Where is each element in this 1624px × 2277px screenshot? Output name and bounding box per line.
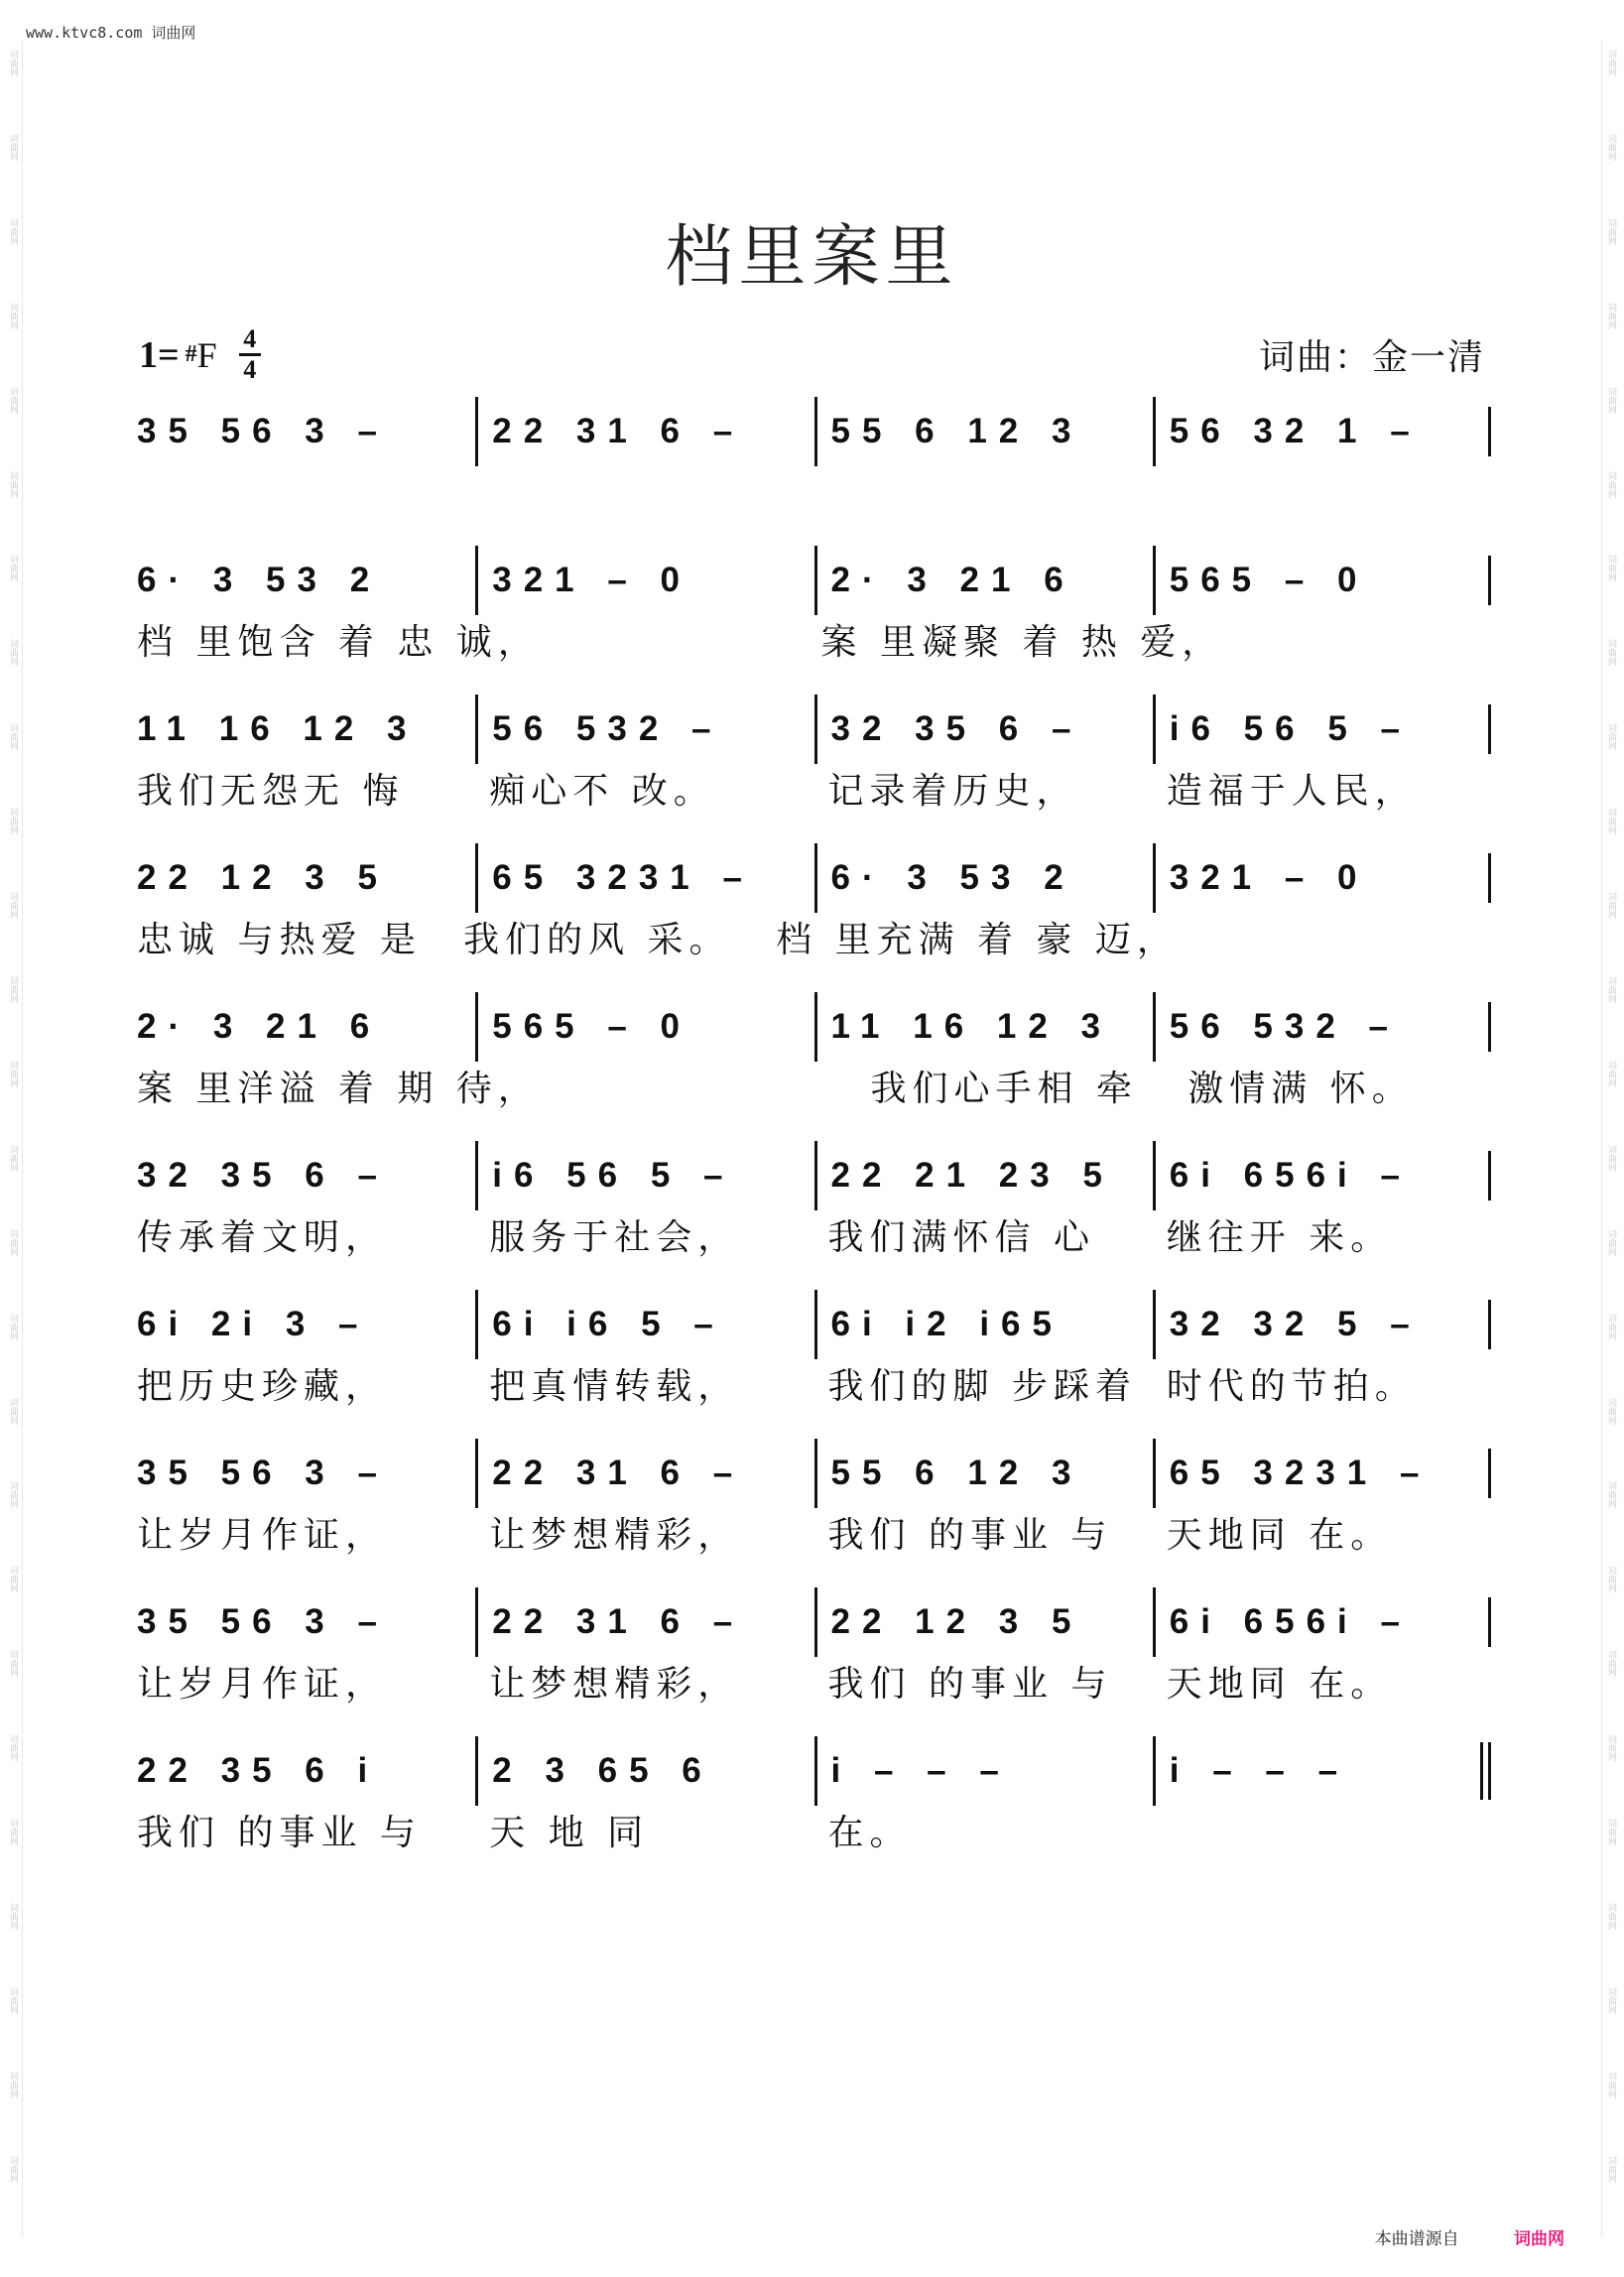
- watermark-text: 词曲网: [8, 50, 18, 76]
- measure: 2 3 65 6: [475, 1736, 813, 1806]
- watermark-text: 词曲网: [1606, 50, 1616, 76]
- measure: 35 56 3 –: [137, 412, 389, 450]
- measure: 2· 3 21 6: [814, 546, 1153, 615]
- lyric-segment: [540, 1062, 857, 1117]
- watermark-text: 词曲网: [8, 1481, 18, 1509]
- lyric-segment: 把历史珍藏，: [137, 1366, 388, 1407]
- watermark-text: 词曲网: [1606, 1313, 1616, 1340]
- measure: 35 56 3 –: [137, 1454, 389, 1492]
- notes-line: [137, 1290, 1491, 1359]
- watermark-text: 词曲网: [8, 133, 18, 161]
- measure: 22 12 3 5: [814, 1587, 1153, 1657]
- lyric-segment: 让梦想精彩，: [489, 1664, 740, 1705]
- right-watermark-column: [1602, 50, 1620, 2183]
- score: [137, 397, 1491, 1885]
- watermark-text: 词曲网: [8, 217, 18, 245]
- measure: 6i 656i –: [1153, 1141, 1491, 1210]
- lyrics-line: [137, 615, 1491, 671]
- watermark-text: 词曲网: [1606, 302, 1616, 329]
- measure: 22 21 23 5: [814, 1141, 1153, 1210]
- watermark-text: 词曲网: [8, 1566, 18, 1593]
- measure: 22 35 6 i: [137, 1751, 380, 1790]
- lyric-segment: 在。: [827, 1813, 912, 1853]
- notes-line: [137, 397, 1491, 466]
- measure: 65 3231 –: [475, 843, 813, 913]
- site-header: www.ktvc8.com 词曲网: [26, 24, 196, 42]
- key-prefix: 1=: [139, 333, 180, 376]
- notes-line: [137, 695, 1491, 764]
- measure: 56 32 1 –: [1153, 397, 1491, 466]
- lyric-segment: 我们满怀信 心: [827, 1217, 1095, 1258]
- watermark-text: 词曲网: [8, 1819, 18, 1846]
- watermark-text: 词曲网: [8, 470, 18, 498]
- lyric-segment: 我们 的事业 与: [827, 1515, 1113, 1556]
- measure: 11 16 12 3: [814, 992, 1153, 1062]
- score-system: [137, 1439, 1491, 1587]
- score-system: [137, 546, 1491, 695]
- watermark-text: 词曲网: [8, 1228, 18, 1256]
- score-system: [137, 1141, 1491, 1290]
- lyric-segment: 时代的节拍。: [1166, 1366, 1417, 1407]
- lyric-segment: 案 里洋溢 着 期 待，: [137, 1069, 540, 1109]
- notes-line: [137, 992, 1491, 1062]
- left-watermark-column: [4, 50, 22, 2183]
- watermark-text: 词曲网: [8, 1313, 18, 1340]
- watermark-text: 词曲网: [8, 555, 18, 582]
- lyrics-line: [137, 1062, 1491, 1117]
- watermark-text: 词曲网: [1606, 1650, 1616, 1678]
- measure: i6 56 5 –: [1153, 695, 1491, 764]
- watermark-text: 词曲网: [8, 2071, 18, 2098]
- lyric-segment: 档 里充满 着 豪 迈，: [776, 920, 1179, 960]
- lyric-segment: 让岁月作证，: [137, 1515, 388, 1556]
- measure: 65 3231 –: [1153, 1439, 1491, 1508]
- lyric-segment: 天地同 在。: [1166, 1515, 1393, 1556]
- measure: 32 35 6 –: [137, 1156, 389, 1195]
- time-signature: [239, 325, 261, 384]
- lyrics-line: [137, 466, 1491, 522]
- lyric-segment: 天 地 同: [489, 1813, 650, 1853]
- watermark-text: 词曲网: [8, 1986, 18, 2014]
- lyrics-line: [137, 1657, 1491, 1712]
- watermark-text: 词曲网: [1606, 808, 1616, 835]
- lyric-segment: 我们的风 采。: [463, 920, 731, 960]
- notes-line: [137, 1587, 1491, 1657]
- watermark-text: 词曲网: [1606, 723, 1616, 751]
- watermark-text: 词曲网: [1606, 2155, 1616, 2183]
- watermark-text: 词曲网: [8, 1060, 18, 1087]
- notes-line: [137, 546, 1491, 615]
- lyric-segment: 继往开 来。: [1166, 1217, 1393, 1258]
- watermark-text: 词曲网: [8, 1144, 18, 1172]
- measure: 6i 656i –: [1153, 1587, 1491, 1657]
- lyric-segment: [1153, 466, 1491, 522]
- notes-line: [137, 1439, 1491, 1508]
- watermark-text: 词曲网: [8, 2155, 18, 2183]
- watermark-text: 词曲网: [8, 1397, 18, 1425]
- score-system: [137, 1290, 1491, 1439]
- song-title: 档里案里: [665, 218, 959, 297]
- lyric-segment: [1179, 913, 1491, 968]
- lyric-segment: [814, 466, 1153, 522]
- left-margin-line: [22, 40, 23, 2237]
- lyrics-line: [137, 1508, 1491, 1564]
- score-system: [137, 843, 1491, 992]
- watermark-text: 词曲网: [1606, 1902, 1616, 1930]
- lyric-segment: [1153, 1806, 1491, 1861]
- lyric-segment: 把真情转载，: [489, 1366, 740, 1407]
- lyric-segment: 我们 的事业 与: [137, 1813, 422, 1853]
- watermark-text: 词曲网: [8, 975, 18, 1003]
- watermark-text: 词曲网: [8, 808, 18, 835]
- lyric-segment: 我们的脚 步踩着: [827, 1366, 1137, 1407]
- lyric-segment: 我们无怨无 悔: [137, 771, 405, 812]
- lyric-segment: 造福于人民，: [1166, 771, 1417, 812]
- watermark-text: 词曲网: [1606, 1060, 1616, 1087]
- measure: 11 16 12 3: [137, 709, 419, 748]
- watermark-text: 词曲网: [1606, 386, 1616, 414]
- watermark-text: 词曲网: [1606, 639, 1616, 667]
- watermark-text: 词曲网: [1606, 1397, 1616, 1425]
- footer: [1375, 2224, 1564, 2249]
- measure: 56 532 –: [475, 695, 813, 764]
- measure: 55 6 12 3: [814, 1439, 1153, 1508]
- watermark-text: 词曲网: [1606, 217, 1616, 245]
- lyric-segment: [137, 466, 475, 522]
- watermark-text: 词曲网: [1606, 1734, 1616, 1762]
- key-signature: [139, 325, 261, 384]
- watermark-text: 词曲网: [1606, 1819, 1616, 1846]
- lyric-segment: 痴心不 改。: [489, 771, 715, 812]
- watermark-text: 词曲网: [1606, 1986, 1616, 2014]
- measure: 321 – 0: [475, 546, 813, 615]
- composer-credit: 词曲：金一清: [1258, 337, 1485, 378]
- lyric-segment: 我们心手相 牵: [870, 1069, 1138, 1109]
- score-system: [137, 1736, 1491, 1885]
- key-note: F: [196, 334, 217, 375]
- measure: 6i 2i 3 –: [137, 1305, 370, 1343]
- score-system: [137, 397, 1491, 546]
- lyric-segment: 让梦想精彩，: [489, 1515, 740, 1556]
- score-system: [137, 992, 1491, 1141]
- watermark-text: 词曲网: [1606, 1481, 1616, 1509]
- lyric-segment: 我们 的事业 与: [827, 1664, 1113, 1705]
- lyric-segment: [475, 466, 813, 522]
- lyrics-line: [137, 1210, 1491, 1266]
- lyric-segment: 服务于社会，: [489, 1217, 740, 1258]
- measure: 6· 3 53 2: [814, 843, 1153, 913]
- measure: i – – –: [1153, 1736, 1491, 1806]
- watermark-text: 词曲网: [1606, 133, 1616, 161]
- watermark-text: 词曲网: [8, 892, 18, 920]
- measure: 321 – 0: [1153, 843, 1491, 913]
- notes-line: [137, 843, 1491, 913]
- lyric-segment: 档 里饱含 着 忠 诚，: [137, 622, 540, 663]
- watermark-text: 词曲网: [8, 639, 18, 667]
- lyrics-line: [137, 913, 1491, 968]
- notes-line: [137, 1141, 1491, 1210]
- measure: 22 31 6 –: [475, 1587, 813, 1657]
- measure: 56 532 –: [1153, 992, 1491, 1062]
- lyric-segment: 传承着文明，: [137, 1217, 388, 1258]
- lyric-segment: 忠诚 与热爱 是: [137, 920, 422, 960]
- watermark-text: 词曲网: [1606, 555, 1616, 582]
- lyric-segment: 案 里凝聚 着 热 爱，: [820, 622, 1224, 663]
- measure: 565 – 0: [1153, 546, 1491, 615]
- lyric-segment: [1223, 615, 1491, 671]
- lyric-segment: [540, 615, 808, 671]
- lyrics-line: [137, 1359, 1491, 1415]
- lyric-segment: 天地同 在。: [1166, 1664, 1393, 1705]
- measure: 22 31 6 –: [475, 397, 813, 466]
- watermark-text: 词曲网: [8, 386, 18, 414]
- watermark-text: 词曲网: [1606, 892, 1616, 920]
- watermark-text: 词曲网: [1606, 470, 1616, 498]
- measure: i – – –: [814, 1736, 1153, 1806]
- measure: 55 6 12 3: [814, 397, 1153, 466]
- watermark-text: 词曲网: [1606, 1566, 1616, 1593]
- measure: 35 56 3 –: [137, 1602, 389, 1641]
- watermark-text: 词曲网: [1606, 1144, 1616, 1172]
- time-bottom: 4: [243, 355, 257, 384]
- measure: 22 31 6 –: [475, 1439, 813, 1508]
- measure: i6 56 5 –: [475, 1141, 813, 1210]
- sharp-symbol: #: [185, 341, 197, 367]
- watermark-text: 词曲网: [8, 1650, 18, 1678]
- score-system: [137, 695, 1491, 843]
- measure: 565 – 0: [475, 992, 813, 1062]
- watermark-text: 词曲网: [8, 302, 18, 329]
- brand-label: 词曲网: [1514, 2229, 1564, 2249]
- watermark-text: 词曲网: [8, 1734, 18, 1762]
- watermark-text: 词曲网: [1606, 1228, 1616, 1256]
- watermark-text: 词曲网: [8, 1902, 18, 1930]
- measure: 2· 3 21 6: [137, 1007, 382, 1046]
- watermark-text: 词曲网: [8, 723, 18, 751]
- lyric-segment: 激情满 怀。: [1187, 1069, 1414, 1109]
- lyric-segment: 让岁月作证，: [137, 1664, 388, 1705]
- measure: 6· 3 53 2: [137, 561, 382, 599]
- time-top: 4: [243, 324, 257, 353]
- lyrics-line: [137, 764, 1491, 820]
- score-system: [137, 1587, 1491, 1736]
- source-label: 本曲谱源自: [1374, 2229, 1459, 2249]
- lyric-segment: 记录着历史，: [827, 771, 1078, 812]
- lyrics-line: [137, 1806, 1491, 1861]
- measure: 32 32 5 –: [1153, 1290, 1491, 1359]
- measure: 6i i2 i65: [814, 1290, 1153, 1359]
- measure: 32 35 6 –: [814, 695, 1153, 764]
- watermark-text: 词曲网: [1606, 975, 1616, 1003]
- notes-line: [137, 1736, 1491, 1806]
- measure: 6i i6 5 –: [475, 1290, 813, 1359]
- watermark-text: 词曲网: [1606, 2071, 1616, 2098]
- measure: 22 12 3 5: [137, 858, 389, 897]
